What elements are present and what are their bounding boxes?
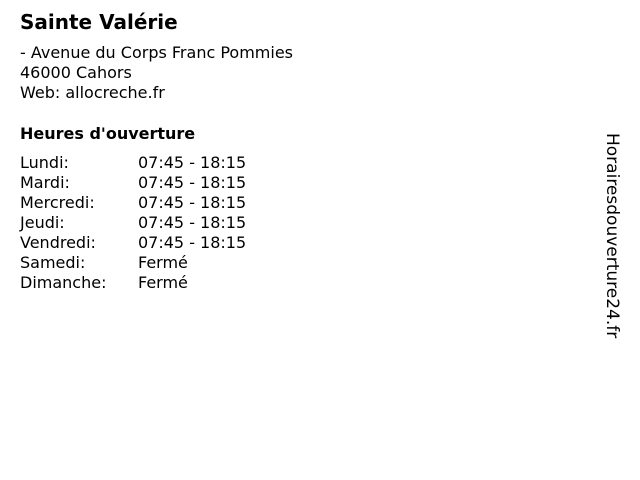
day-hours: 07:45 - 18:15	[138, 153, 247, 172]
day-hours: 07:45 - 18:15	[138, 233, 247, 252]
day-label: Samedi:	[20, 253, 86, 272]
day-label: Mercredi:	[20, 193, 95, 212]
day-hours: Fermé	[138, 273, 188, 292]
day-hours: Fermé	[138, 253, 188, 272]
opening-hours-heading: Heures d'ouverture	[20, 124, 196, 143]
address-city: 46000 Cahors	[20, 63, 132, 82]
address-street: - Avenue du Corps Franc Pommies	[20, 43, 293, 62]
day-hours: 07:45 - 18:15	[138, 173, 247, 192]
site-watermark: Horairesdouverture24.fr	[602, 133, 622, 339]
day-label: Dimanche:	[20, 273, 107, 292]
day-label: Vendredi:	[20, 233, 96, 252]
day-hours: 07:45 - 18:15	[138, 193, 247, 212]
day-hours: 07:45 - 18:15	[138, 213, 247, 232]
website-link[interactable]: Web: allocreche.fr	[20, 83, 165, 102]
address-block	[20, 43, 293, 103]
day-label: Jeudi:	[20, 213, 65, 232]
day-label: Lundi:	[20, 153, 69, 172]
day-label: Mardi:	[20, 173, 70, 192]
place-name: Sainte Valérie	[20, 10, 178, 34]
